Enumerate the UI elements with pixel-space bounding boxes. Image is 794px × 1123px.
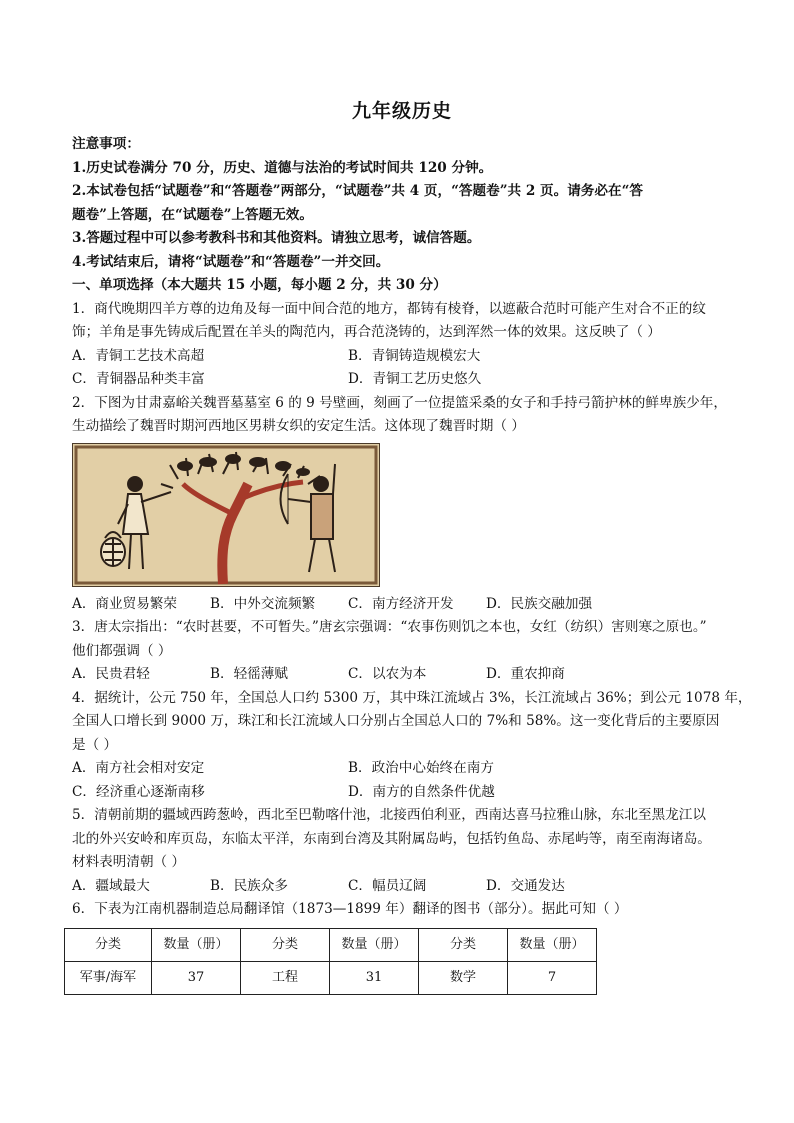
notice-item: 3.答题过程中可以参考教科书和其他资料。请独立思考，诚信答题。 bbox=[72, 230, 481, 246]
option-d: D．交通发达 bbox=[486, 877, 565, 894]
option-c: C．青铜器品种类丰富 bbox=[72, 371, 205, 387]
table-cell: 军事/海军 bbox=[65, 961, 152, 994]
table-header-cell: 分类 bbox=[241, 928, 330, 961]
options bbox=[72, 593, 732, 617]
question-5 bbox=[72, 804, 732, 898]
option-a: A．南方社会相对安定 bbox=[72, 760, 205, 776]
question-2 bbox=[72, 392, 732, 617]
question-text: 2．下图为甘肃嘉峪关魏晋墓墓室 6 的 9 号壁画，刻画了一位提篮采桑的女子和手持弓箭护林的鲜卑族少年， bbox=[72, 394, 727, 411]
exam-page bbox=[72, 96, 752, 995]
question-1 bbox=[72, 298, 732, 392]
notice-item: 4.考试结束后，请将“试题卷”和“答题卷”一并交回。 bbox=[72, 253, 390, 270]
option-a: A．青铜工艺技术高超 bbox=[72, 347, 205, 364]
question-6 bbox=[72, 898, 732, 995]
table-cell: 31 bbox=[330, 961, 419, 994]
question-text: 北的外兴安岭和库页岛，东临太平洋，东南到台湾及其附属岛屿，包括钓鱼岛、赤尾屿等，南至南海诸岛。 bbox=[72, 830, 711, 847]
question-4 bbox=[72, 687, 752, 805]
option-c: C．以农为本 bbox=[348, 666, 427, 682]
question-3 bbox=[72, 616, 732, 687]
table-header-cell: 分类 bbox=[65, 928, 152, 961]
option-b: B．政治中心始终在南方 bbox=[348, 760, 494, 776]
option-a: A．商业贸易繁荣 bbox=[72, 595, 177, 612]
question-text: 1．商代晚期四羊方尊的边角及每一面中间合范的地方，都铸有棱脊，以遮蔽合范时可能产生对合不正的纹 bbox=[72, 300, 706, 317]
table-cell: 7 bbox=[508, 961, 597, 994]
option-d: D．重农抑商 bbox=[486, 666, 565, 682]
question-text: 材料表明清朝（ ） bbox=[72, 854, 186, 870]
question-text: 全国人口增长到 9000 万，珠江和长江流域人口分别占全国总人口的 7%和 58%。这一变化背后的主要原因 bbox=[72, 713, 720, 729]
option-d: D．南方的自然条件优越 bbox=[348, 783, 495, 800]
option-d: D．民族交融加强 bbox=[486, 595, 593, 612]
options bbox=[72, 345, 732, 392]
options bbox=[72, 757, 732, 804]
option-b: B．民族众多 bbox=[210, 877, 288, 894]
question-text: 生动描绘了魏晋时期河西地区男耕女织的安定生活。这体现了魏晋时期（ ） bbox=[72, 418, 525, 434]
table-cell: 工程 bbox=[241, 961, 330, 994]
options bbox=[72, 663, 732, 687]
table-header-row bbox=[65, 928, 597, 961]
option-b: B．轻徭薄赋 bbox=[210, 666, 288, 682]
section-heading: 一、单项选择（本大题共 15 小题，每小题 2 分，共 30 分） bbox=[72, 277, 447, 293]
table-header-cell: 数量（册） bbox=[508, 928, 597, 961]
question-text: 3．唐太宗指出：“农时甚要，不可暂失。”唐玄宗强调：“农事伤则饥之本也，女红（纺织）害则寒之原也。” bbox=[72, 619, 707, 635]
notice-item: 题卷”上答题，在“试题卷”上答题无效。 bbox=[72, 206, 313, 223]
notice-heading: 注意事项： bbox=[72, 136, 140, 152]
table-header-cell: 数量（册） bbox=[330, 928, 419, 961]
question-text: 饰；羊角是事先铸成后配置在羊头的陶范内，再合范浇铸的，达到浑然一体的效果。这反映了（ ） bbox=[72, 324, 661, 340]
notice-item: 1.历史试卷满分 70 分，历史、道德与法治的考试时间共 120 分钟。 bbox=[72, 159, 493, 176]
option-a: A．疆域最大 bbox=[72, 877, 150, 894]
option-d: D．青铜工艺历史悠久 bbox=[348, 371, 482, 387]
option-a: A．民贵君轻 bbox=[72, 666, 150, 682]
option-c: C．经济重心逐渐南移 bbox=[72, 783, 205, 800]
table-cell: 37 bbox=[152, 961, 241, 994]
table-header-cell: 分类 bbox=[419, 928, 508, 961]
question-text: 是（ ） bbox=[72, 736, 118, 753]
translation-table bbox=[64, 928, 597, 995]
question-text: 6．下表为江南机器制造总局翻译馆（1873—1899 年）翻译的图书（部分）。据此可知（ ） bbox=[72, 901, 628, 917]
option-b: B．青铜铸造规模宏大 bbox=[348, 347, 481, 364]
table-row bbox=[65, 961, 597, 994]
table-cell: 数学 bbox=[419, 961, 508, 994]
page-title: 九年级历史 bbox=[351, 100, 452, 122]
option-c: C．南方经济开发 bbox=[348, 595, 454, 612]
options bbox=[72, 875, 732, 899]
option-b: B．中外交流频繁 bbox=[210, 595, 316, 612]
table-header-cell: 数量（册） bbox=[152, 928, 241, 961]
question-text: 5．清朝前期的疆域西跨葱岭，西北至巴勒喀什池，北接西伯利亚，西南达喜马拉雅山脉，东北至黑龙江以 bbox=[72, 807, 706, 823]
question-text: 4．据统计，公元 750 年，全国总人口约 5300 万，其中珠江流域占 3%，长江流域占 36%；到公元 1078 年， bbox=[72, 689, 752, 706]
mural-image bbox=[72, 443, 380, 587]
option-c: C．幅员辽阔 bbox=[348, 877, 427, 894]
question-text: 他们都强调（ ） bbox=[72, 642, 172, 659]
notice-item: 2.本试卷包括“试题卷”和“答题卷”两部分，“试题卷”共 4 页，“答题卷”共 2 页。请务必在“答 bbox=[72, 183, 644, 199]
